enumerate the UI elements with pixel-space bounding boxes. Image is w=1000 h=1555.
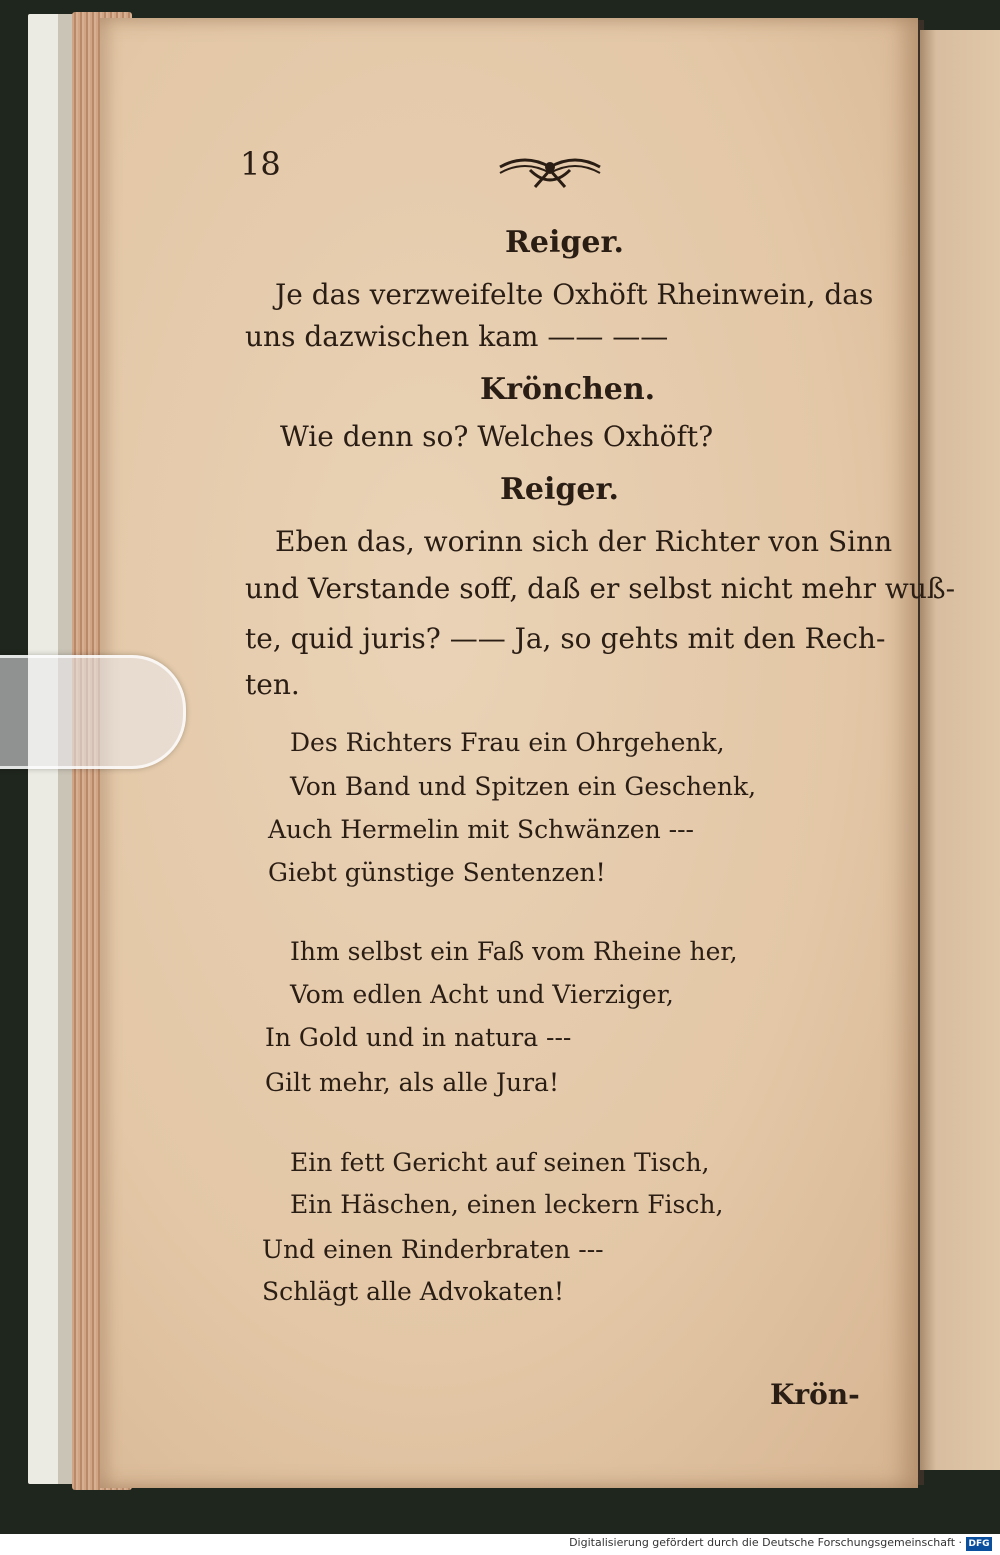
verse-line: Giebt günstige Sentenzen! xyxy=(268,858,606,887)
verse-line: Gilt mehr, als alle Jura! xyxy=(265,1068,559,1097)
verse-line: Auch Hermelin mit Schwänzen --- xyxy=(268,815,694,844)
speaker-kroenchen: Krönchen. xyxy=(480,372,656,407)
prose-line: Wie denn so? Welches Oxhöft? xyxy=(280,420,714,453)
prose-line: und Verstande soff, daß er selbst nicht mehr wuß- xyxy=(245,572,956,605)
facing-page xyxy=(920,30,1000,1470)
speaker-reiger: Reiger. xyxy=(500,472,619,507)
dfg-logo: DFG xyxy=(966,1537,992,1551)
verse-line: Vom edlen Acht und Vierziger, xyxy=(290,980,674,1009)
verse-line: Schlägt alle Advokaten! xyxy=(262,1277,565,1306)
verse-line: Ihm selbst ein Faß vom Rheine her, xyxy=(290,937,738,966)
verse-line: Ein fett Gericht auf seinen Tisch, xyxy=(290,1148,710,1177)
page-clip xyxy=(0,655,186,769)
verse-line: Und einen Rinderbraten --- xyxy=(262,1235,604,1264)
catchword: Krön- xyxy=(770,1378,860,1411)
prose-line: te, quid juris? —— Ja, so gehts mit den Rech- xyxy=(245,622,886,655)
footer-credit: Digitalisierung gefördert durch die Deutsche Forschungsgemeinschaft · xyxy=(569,1536,962,1549)
prose-line: Eben das, worinn sich der Richter von Sinn xyxy=(275,525,893,558)
ornament-icon xyxy=(495,145,605,195)
prose-line: ten. xyxy=(245,668,300,701)
prose-line: uns dazwischen kam —— —— xyxy=(245,320,669,353)
speaker-reiger: Reiger. xyxy=(505,225,624,260)
prose-line: Je das verzweifelte Oxhöft Rheinwein, das xyxy=(275,278,874,311)
verse-line: Von Band und Spitzen ein Geschenk, xyxy=(290,772,757,801)
verse-line: Ein Häschen, einen leckern Fisch, xyxy=(290,1190,724,1219)
page-number: 18 xyxy=(240,145,281,183)
verse-line: Des Richters Frau ein Ohrgehenk, xyxy=(290,728,725,757)
verse-line: In Gold und in natura --- xyxy=(265,1023,572,1052)
